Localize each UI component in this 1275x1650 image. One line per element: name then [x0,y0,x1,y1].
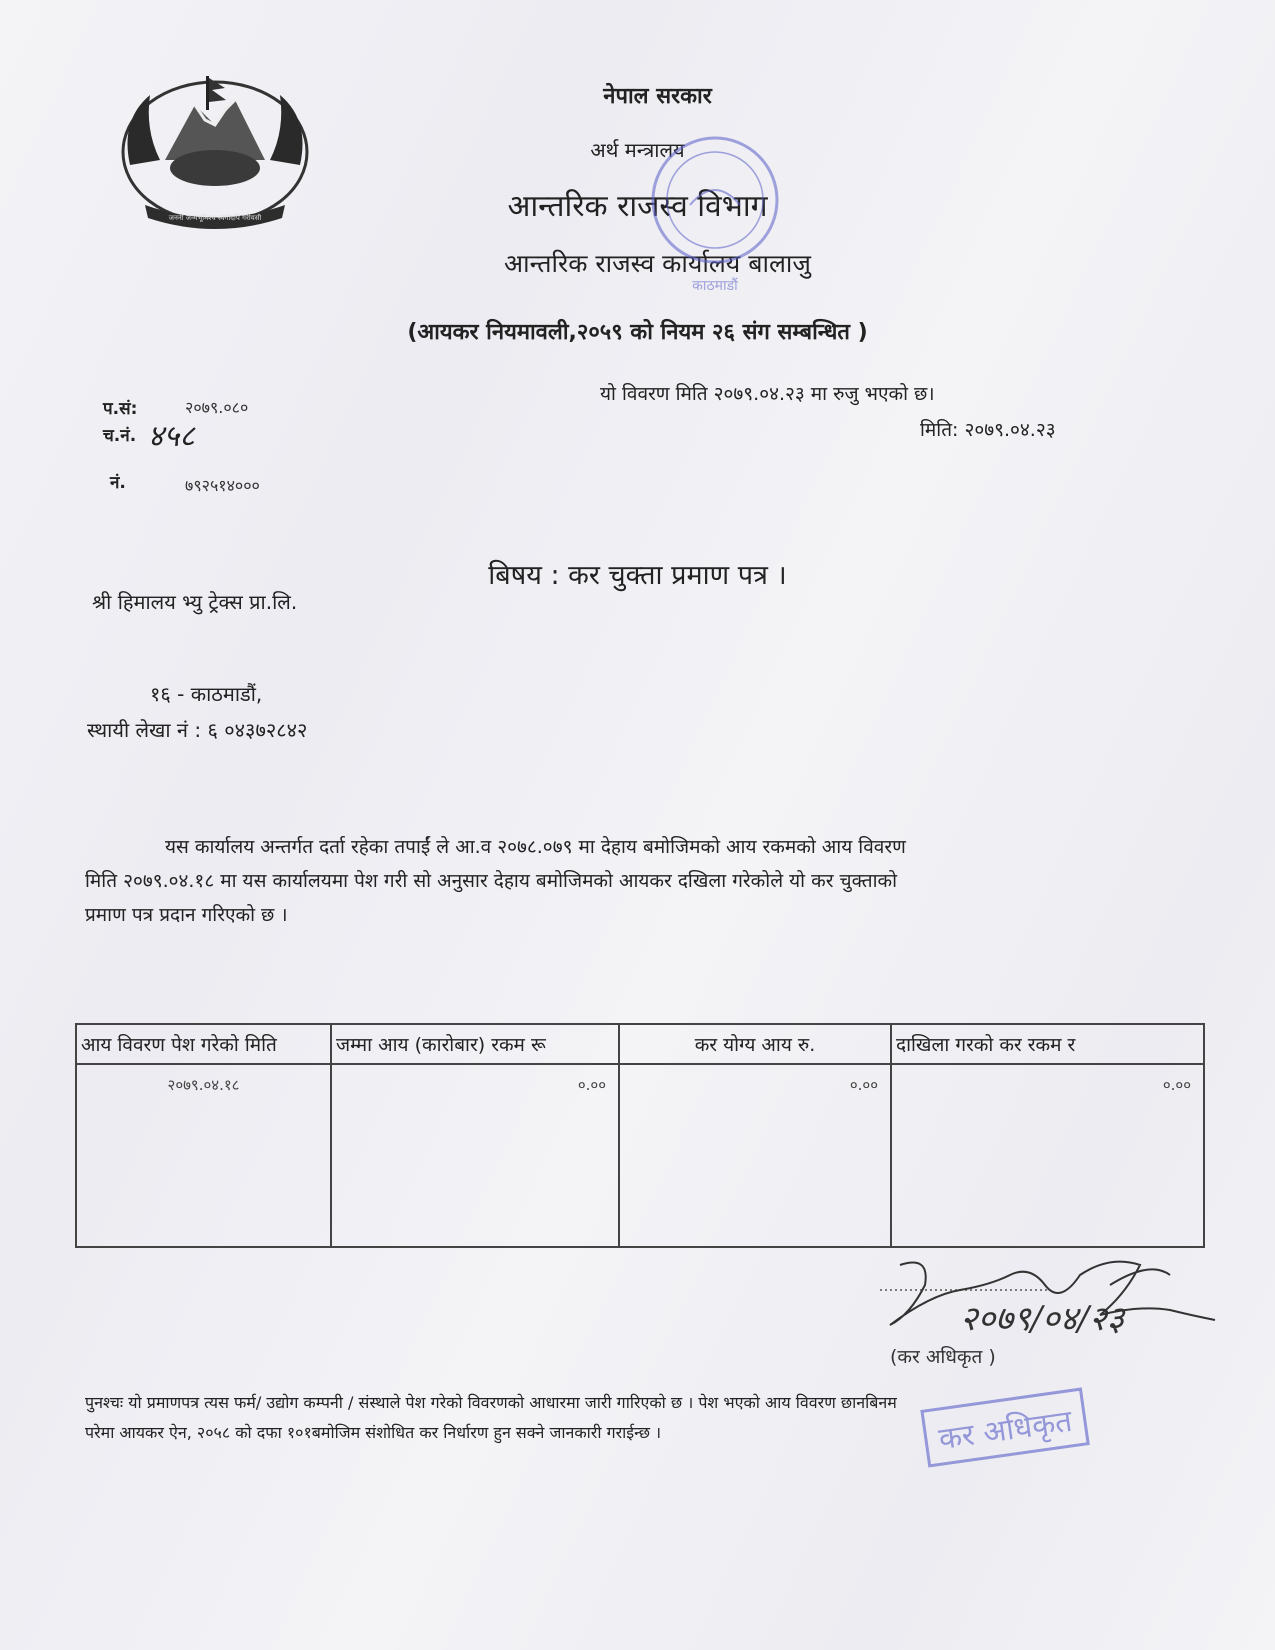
footnote [85,1388,1235,1448]
body-line-3: प्रमाण पत्र प्रदान गरिएको छ । [85,904,288,926]
rule-reference: (आयकर नियमावली,२०५९ को नियम २६ संग सम्बन्धित ) [407,320,868,345]
cn-value-handwritten: ४५८ [148,419,195,454]
addressee-name: श्री हिमालय भ्यु ट्रेक्स प्रा.लि. [92,590,298,614]
cell-tax-paid: ०.०० [891,1064,1204,1247]
pan-number: स्थायी लेखा नं : ६ ०४३७२८४२ [87,718,308,742]
subject-line: बिषय : कर चुक्ता प्रमाण पत्र । [488,560,787,591]
body-line-2: मिति २०७९.०४.१८ मा यस कार्यालयमा पेश गरी सो अनुसार देहाय बमोजिमको आयकर दखिला गरेकोले यो कर चुक्ताको [85,870,898,892]
header-total-income: जम्मा आय (कारोबार) रकम रू [331,1024,619,1064]
ps-label: प.सं: [103,399,138,419]
table-row [76,1064,1204,1247]
addressee-address: १६ - काठमाडौं, [150,682,263,706]
stamp-text: कर अधिकृत [936,1403,1075,1458]
ps-value: २०७९.०८० [185,398,249,417]
ministry-name: अर्थ मन्त्रालय [590,138,685,162]
footnote-line-2: परेमा आयकर ऐन, २०५८ को दफा १०१बमोजिम संशोधित कर निर्धारण हुन सक्ने जानकारी गराईन्छ । [85,1423,662,1442]
header-taxable-income: कर योग्य आय रु. [619,1024,891,1064]
cell-filing-date: २०७९.०४.१८ [76,1064,331,1247]
filing-date: मिति: २०७९.०४.२३ [920,419,1056,441]
filing-statement: यो विवरण मिति २०७९.०४.२३ मा रुजु भएको छ। [600,383,935,405]
table-header-row [76,1024,1204,1064]
cn-label: च.नं. [103,426,137,446]
header-tax-paid: दाखिला गरको कर रकम र [891,1024,1204,1064]
signature-icon [870,1255,1220,1375]
tax-table [75,1023,1205,1248]
body-paragraph [85,830,1225,932]
footnote-line-1: पुनश्चः यो प्रमाणपत्र त्यस फर्म/ उद्योग कम्पनी / संस्थाले पेश गरेको विवरणको आधारमा जारी गारिएको छ । पेश भएको आय विवरण छानबिनम [85,1393,897,1412]
no-label: नं. [110,473,126,493]
no-value: ७९२५१४००० [185,476,260,495]
seal-text: काठमाडौं [692,278,738,294]
office-name: आन्तरिक राजस्व कार्यालय बालाजु [504,249,811,278]
office-seal-icon [640,130,790,295]
emblem-motto: जननी जन्मभूमिश्च स्वर्गादपि गरीयसी [168,214,262,222]
signature-date: २०७९/०४/२३ [960,1299,1125,1339]
cell-taxable-income: ०.०० [619,1064,891,1247]
header-filing-date: आय विवरण पेश गरेको मिति [76,1024,331,1064]
cell-total-income: ०.०० [331,1064,619,1247]
signatory-title: (कर अधिकृत ) [890,1346,996,1368]
government-name: नेपाल सरकार [603,84,712,109]
body-line-1: यस कार्यालय अन्तर्गत दर्ता रहेका तपाईं ले आ.व २०७८.०७९ मा देहाय बमोजिमको आय रकमको आय विवरण [165,836,906,858]
department-name: आन्तरिक राजस्व विभाग [507,189,768,224]
